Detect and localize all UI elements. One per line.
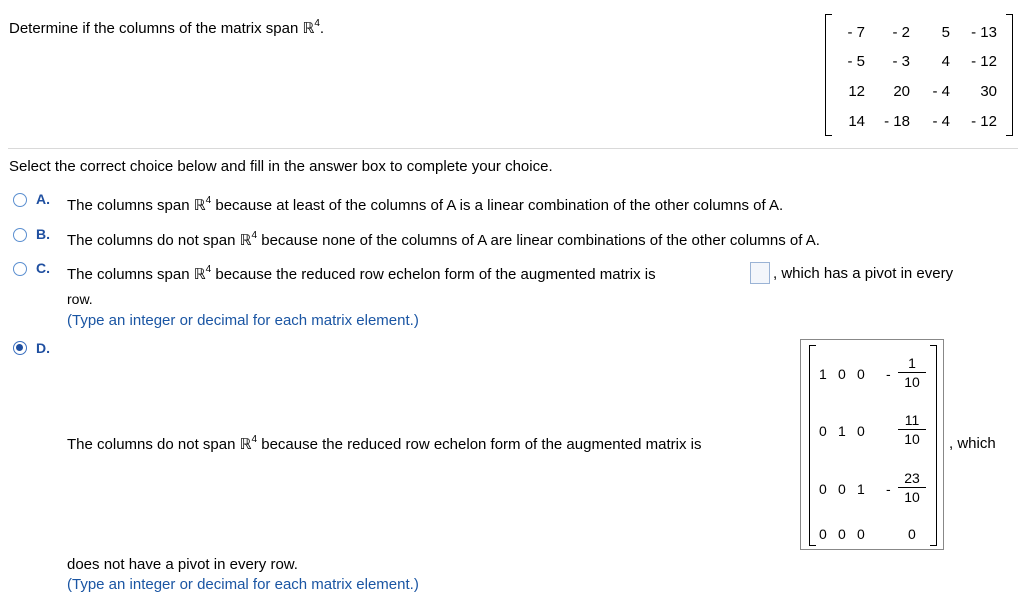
answer-sign: - (886, 481, 891, 497)
choice-a-letter: A. (36, 191, 50, 207)
matrix-cell: 5 (941, 24, 950, 41)
choice-b-text[interactable]: The columns do not span ℝ$^4$ because none of the columns of A are linear combinations of the other columns of A. (67, 230, 820, 249)
matrix-left-bracket (825, 14, 832, 136)
answer-cell: 0 (857, 423, 865, 439)
answer-fraction (898, 354, 926, 391)
choice-d-text-after: , which (949, 435, 996, 452)
choice-c-radio[interactable] (13, 262, 27, 276)
instruction-text: Select the correct choice below and fill in the answer box to complete your choice. (9, 158, 553, 175)
matrix-cell: - 3 (892, 53, 910, 70)
fraction-numerator: 11 (898, 411, 926, 430)
choice-d-text[interactable]: The columns do not span ℝ$^4$ because the reduced row echelon form of the augmented matrix is (67, 434, 702, 453)
answer-cell: 0 (819, 481, 827, 497)
answer-cell: 0 (838, 526, 846, 542)
answer-cell: 1 (857, 481, 865, 497)
answer-cell: 0 (838, 481, 846, 497)
answer-cell: 0 (838, 366, 846, 382)
answer-matrix-left-bracket (809, 345, 816, 546)
question-text: Determine if the columns of the matrix span ℝ$^4$. (9, 18, 325, 37)
matrix-cell: - 12 (971, 113, 997, 130)
matrix-cell: 12 (848, 83, 865, 100)
answer-fraction (898, 469, 926, 506)
matrix-cell: - 4 (932, 113, 950, 130)
answer-fraction (898, 411, 926, 448)
matrix-right-bracket (1006, 14, 1013, 136)
matrix-cell: - 5 (847, 53, 865, 70)
matrix-cell: - 13 (971, 24, 997, 41)
choice-c-letter: C. (36, 260, 50, 276)
answer-cell: 0 (857, 366, 865, 382)
answer-cell: 0 (908, 526, 916, 542)
fraction-denominator: 10 (904, 374, 920, 390)
fraction-denominator: 10 (904, 489, 920, 505)
fraction-numerator: 1 (898, 354, 926, 373)
matrix-cell: - 18 (884, 113, 910, 130)
matrix-cell: - 12 (971, 53, 997, 70)
answer-cell: 1 (819, 366, 827, 382)
answer-matrix-right-bracket (930, 345, 937, 546)
choice-c-text[interactable]: The columns span ℝ$^4$ because the reduced row echelon form of the augmented matrix is (67, 264, 656, 283)
matrix-cell: - 7 (847, 24, 865, 41)
choice-d-letter: D. (36, 340, 50, 356)
answer-cell: 1 (838, 423, 846, 439)
choice-b-letter: B. (36, 226, 50, 242)
matrix-cell: 30 (980, 83, 997, 100)
choice-c-answer-box[interactable] (750, 262, 770, 284)
choice-d-hint: (Type an integer or decimal for each matrix element.) (67, 576, 419, 593)
choice-c-text-line2: row. (67, 291, 93, 307)
answer-cell: 0 (857, 526, 865, 542)
fraction-denominator: 10 (904, 431, 920, 447)
choice-a-text[interactable]: The columns span ℝ$^4$ because at least of the columns of A is a linear combination of the other columns of A. (67, 195, 784, 214)
matrix-cell: 20 (893, 83, 910, 100)
choice-d-text-line2: does not have a pivot in every row. (67, 556, 298, 573)
choice-c-hint: (Type an integer or decimal for each matrix element.) (67, 312, 419, 329)
choice-a-radio[interactable] (13, 193, 27, 207)
matrix-cell: - 2 (892, 24, 910, 41)
choice-c-text-after: , which has a pivot in every (773, 265, 954, 282)
answer-sign: - (886, 366, 891, 382)
matrix-cell: - 4 (932, 83, 950, 100)
section-divider (8, 148, 1018, 149)
fraction-numerator: 23 (898, 469, 926, 488)
matrix-cell: 4 (941, 53, 950, 70)
choice-b-radio[interactable] (13, 228, 27, 242)
answer-cell: 0 (819, 423, 827, 439)
choice-d-radio[interactable] (13, 341, 27, 355)
answer-cell: 0 (819, 526, 827, 542)
matrix-cell: 14 (848, 113, 865, 130)
